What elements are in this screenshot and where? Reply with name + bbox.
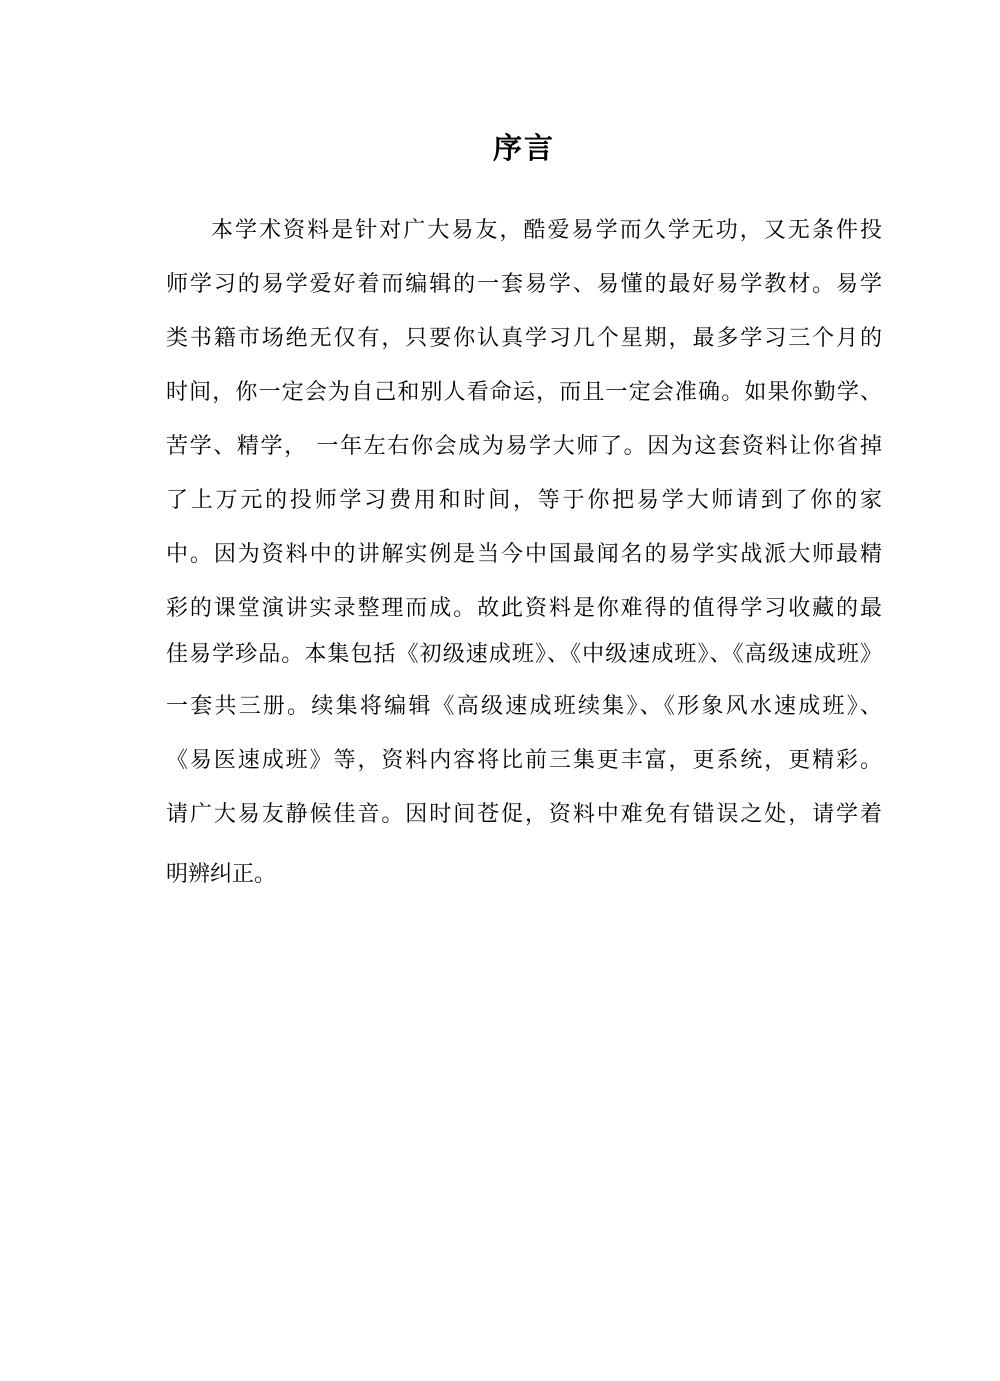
paragraph-line: 彩的课堂演讲实录整理而成。故此资料是你难得的值得学习收藏的最 bbox=[166, 596, 882, 621]
paragraph-line: 请广大易友静候佳音。因时间苍促，资料中难免有错误之处，请学着 bbox=[166, 802, 882, 827]
paragraph-line: 了上万元的投师学习费用和时间，等于你把易学大师请到了你的家 bbox=[166, 488, 882, 513]
page-title: 序言 bbox=[492, 131, 555, 165]
paragraph-line: 时间，你一定会为自己和别人看命运，而且一定会准确。如果你勤学、 bbox=[166, 380, 882, 405]
paragraph-line: 本学术资料是针对广大易友，酷爱易学而久学无功，又无条件投 bbox=[211, 218, 882, 243]
paragraph-line: 一套共三册。续集将编辑《高级速成班续集》、《形象风水速成班》、 bbox=[166, 694, 882, 719]
paragraph-line: 类书籍市场绝无仅有，只要你认真学习几个星期，最多学习三个月的 bbox=[166, 326, 882, 351]
paragraph-line: 明辨纠正。 bbox=[166, 862, 277, 887]
paragraph-line: 佳易学珍品。本集包括《初级速成班》、《中级速成班》、《高级速成班》 bbox=[166, 642, 882, 667]
paragraph-line: 《易医速成班》等，资料内容将比前三集更丰富，更系统，更精彩。 bbox=[166, 748, 882, 773]
paragraph-line: 苦学、精学， 一年左右你会成为易学大师了。因为这套资料让你省掉 bbox=[166, 434, 882, 459]
paragraph-line: 师学习的易学爱好着而编辑的一套易学、易懂的最好易学教材。易学 bbox=[166, 272, 882, 297]
paragraph-line: 中。因为资料中的讲解实例是当今中国最闻名的易学实战派大师最精 bbox=[166, 542, 882, 567]
